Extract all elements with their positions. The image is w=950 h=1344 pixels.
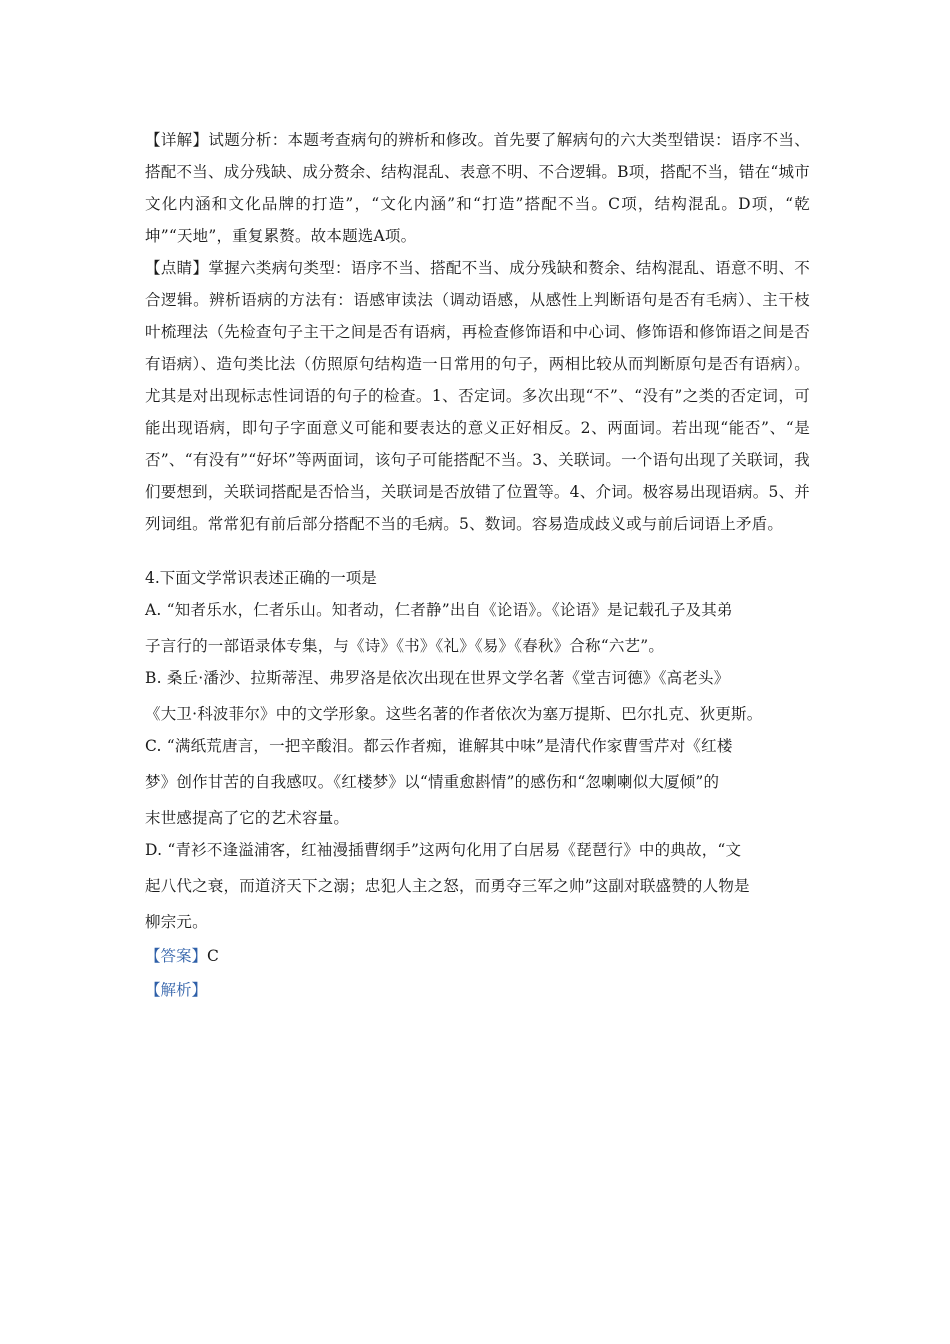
xiangjie-text: 试题分析：本题考查病句的辨析和修改。首先要了解病句的六大类型错误：语序不当、搭配不当、成分残缺、成分赘余、结构混乱、表意不明、不合逻辑。B项，搭配不当，错在“城市文化内涵和文化品牌的打造”，“文化内涵”和“打造”搭配不当。C项，结构混乱。D项，“乾坤”“天地”，重复累赘。故本题选A项。 (145, 131, 810, 245)
option-b-text-2: 《大卫·科波菲尔》中的文学形象。这些名著的作者依次为塞万提斯、巴尔扎克、狄更斯。 (145, 705, 763, 723)
answer-line (145, 940, 810, 972)
dianjing-tag: 【点睛】 (145, 259, 209, 277)
jiexi-tag: 【解析】 (145, 981, 208, 999)
option-c-text-1: “满纸荒唐言，一把辛酸泪。都云作者痴，谁解其中味”是清代作家曹雪芹对《红楼 (166, 737, 733, 755)
detailed-explanation (145, 124, 810, 252)
option-b (145, 662, 810, 730)
dianjing-text: 掌握六类病句类型：语序不当、搭配不当、成分残缺和赘余、结构混乱、语意不明、不合逻辑。辨析语病的方法有：语感审读法（调动语感，从感性上判断语句是否有毛病）、主干枝叶梳理法（先检查句子主干之间是否有语病，再检查修饰语和中心词、修饰语和修饰语之间是否有语病）、造句类比法（仿照原句结构造一日常用的句子，两相比较从而判断原句是否有语病）。尤其是对出现标志性词语的句子的检查。1、否定词。多次出现“不”、“没有”之类的否定词，可能出现语病，即句子字面意义可能和要表达的意义正好相反。2、两面词。若出现“能否”、“是否”、“有没有”“好坏”等两面词，该句子可能搭配不当。3、关联词。一个语句出现了关联词，我们要想到，关联词搭配是否恰当，关联词是否放错了位置等。4、介词。极容易出现语病。5、并列词组。常常犯有前后部分搭配不当的毛病。5、数词。容易造成歧义或与前后词语上矛盾。 (145, 259, 810, 533)
option-c-label: C. (145, 737, 162, 755)
option-d-text-3: 柳宗元。 (145, 913, 208, 931)
answer-value: C (207, 947, 219, 965)
option-a (145, 594, 810, 662)
question-title: 4.下面文学常识表述正确的一项是 (145, 569, 377, 587)
option-c (145, 730, 810, 834)
option-a-text-2: 子言行的一部语录体专集，与《诗》《书》《礼》《易》《春秋》合称“六艺”。 (145, 637, 665, 655)
option-d-label: D. (145, 841, 163, 859)
answer-tag: 【答案】 (145, 947, 208, 965)
xiangjie-tag: 【详解】 (145, 131, 209, 149)
option-d-text-2: 起八代之衰，而道济天下之溺；忠犯人主之怒，而勇夺三军之帅”这副对联盛赞的人物是 (145, 877, 750, 895)
document-page (145, 124, 810, 1006)
option-b-label: B. (145, 669, 162, 687)
analysis-line (145, 974, 810, 1006)
option-a-label: A. (145, 601, 162, 619)
option-d-text-1: “青衫不逢溢浦客，红袖漫插曹纲手”这两句化用了白居易《琵琶行》中的典故，“文 (167, 841, 742, 859)
key-point (145, 252, 810, 540)
option-c-text-2: 梦》创作甘苦的自我感叹。《红楼梦》以“情重愈斟情”的感伤和“忽喇喇似大厦倾”的 (145, 773, 720, 791)
option-d (145, 834, 810, 938)
option-c-text-3: 末世感提高了它的艺术容量。 (145, 809, 350, 827)
section-gap (145, 540, 810, 562)
option-a-text-1: “知者乐水，仁者乐山。知者动，仁者静”出自《论语》。《论语》是记载孔子及其弟 (166, 601, 733, 619)
option-b-text-1: 桑丘·潘沙、拉斯蒂涅、弗罗洛是依次出现在世界文学名著《堂吉诃德》《高老头》 (166, 669, 730, 687)
